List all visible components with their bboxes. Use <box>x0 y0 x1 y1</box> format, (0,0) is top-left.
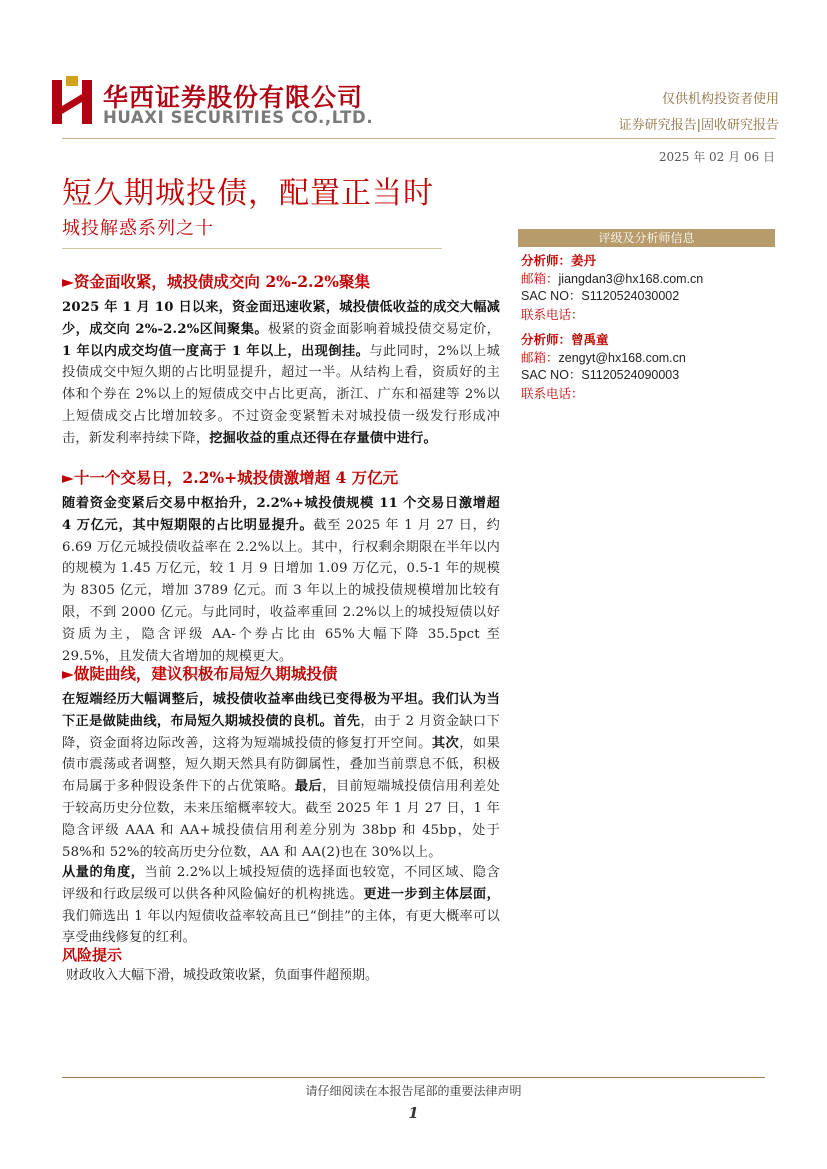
section-paragraph <box>62 493 500 667</box>
analyst-sac: SAC NO：S1120524030002 <box>521 289 680 303</box>
analyst-email[interactable]: zengyt@hx168.com.cn <box>558 350 686 365</box>
bold-text: 随着资金变紧后交易中枢抬升，2.2%+城投债规模 11 个交易日激增超 4 万亿元，其中短期限的占比明显提升。 <box>62 496 500 533</box>
body-text: 当前 2.2%以上城投短债的选择面也较宽，不同区域、隐含评级和行政层级可以供各种风险偏好的机构挑选。 <box>62 865 501 902</box>
bold-text: 1 年以内成交均值一度高于 1 年以上，出现倒挂。 <box>62 343 370 359</box>
section-heading: ►资金面收紧，城投债成交向 2%-2.2%聚集 <box>62 272 370 291</box>
bold-text: 挖掘收益的重点还得在存量债中进行。 <box>209 430 437 446</box>
subtitle-divider <box>62 248 442 249</box>
body-text: ，如果债市震荡或者调整，短久期天然具有防御属性，叠加当前票息不低，积极布局属于多种假设条件下的占优策略。 <box>62 735 500 795</box>
company-name-cn: 华西证券股份有限公司 <box>103 83 364 112</box>
bold-text: 在短端经历大幅调整后，城投债收益率曲线已变得极为平坦。我们认为当下正是做陡曲线，布局短久期城投债的良机。首先 <box>62 692 500 729</box>
analyst-name: 分析师：曾禹童 <box>521 332 609 347</box>
analyst-email[interactable]: jiangdan3@hx168.com.cn <box>558 271 704 286</box>
analyst-sac: SAC NO：S1120524090003 <box>521 368 680 382</box>
phone-label: 联系电话： <box>521 385 584 401</box>
body-text: 极紧的资金面影响着城投债交易定价， <box>268 321 500 337</box>
company-name-en: HUAXI SECURITIES CO.,LTD. <box>103 108 374 127</box>
report-subtitle: 城投解惑系列之十 <box>62 218 214 239</box>
header-divider <box>62 138 775 139</box>
section-heading: ►十一个交易日，2.2%+城投债激增超 4 万亿元 <box>62 468 399 487</box>
bold-text: 其次 <box>431 735 460 751</box>
body-text: ，目前短端城投债信用利差处于较高历史分位数，未来压缩概率较大。截至 2025 年 1 月 27 日，1 年隐含评级 AAA 和 AA+城投债信用利差分别为 38bp 和 45bp，处于 58%和 52%的较高历史分位数，AA 和 AA(2)也在 30%以上。 <box>62 779 500 860</box>
body-text: ，由于 2 月资金缺口下降，资金面将边际改善，这将为短端城投债的修复打开空间。 <box>62 713 500 751</box>
bold-text: 2025 年 1 月 10 日以来，资金面迅速收紧，城投债低收益的成交大幅减少，成交向 2%-2.2%区间聚集。 <box>62 300 500 337</box>
body-text: 我们筛选出 1 年以内短债收益率较高且已“倒挂”的主体，有更大概率可以享受曲线修复的红利。 <box>62 908 500 946</box>
report-title: 短久期城投债，配置正当时 <box>62 176 434 211</box>
risk-text: 财政收入大幅下滑，城投政策收紧，负面事件超预期。 <box>66 968 379 983</box>
email-label: 邮箱： <box>521 270 559 286</box>
legal-notice: 请仔细阅读在本报告尾部的重要法律声明 <box>305 1084 522 1098</box>
bold-text: 最后 <box>294 779 323 795</box>
section-paragraph <box>62 862 500 949</box>
footer-divider <box>62 1077 765 1078</box>
analyst-name: 分析师：姜丹 <box>521 253 597 268</box>
page-number: 1 <box>408 1104 419 1122</box>
report-type: 证券研究报告|固收研究报告 <box>618 118 779 133</box>
report-date: 2025 年 02 月 06 日 <box>658 150 775 164</box>
analyst-card-1 <box>521 252 703 323</box>
phone-label: 联系电话： <box>521 306 584 322</box>
bold-text: 从量的角度， <box>62 865 145 880</box>
huaxi-logo-icon <box>52 76 94 126</box>
email-label: 邮箱： <box>521 349 559 365</box>
analyst-card-2 <box>521 331 686 402</box>
risk-heading: 风险提示 <box>62 946 123 964</box>
audience-note: 仅供机构投资者使用 <box>661 92 779 107</box>
body-text: 截至 2025 年 1 月 27 日，约 6.69 万亿元城投债收益率在 2.2%以上。其中，行权剩余期限在半年以内的规模为 1.45 万亿元，较 1 月 9 日增加 1.09 万亿元，0.5-1 年的规模为 8305 亿元，增加 3789 亿元。而 3 年以上的城投债规模增加比较有限，不到 2000 亿元。与此同时，收益率重回 2.2%以上的城投短债以好资质为主，隐含评级 AA-个券占比由 65%大幅下降 35.5pct 至 29.5%，且发债大省增加的规模更大。 <box>62 517 500 664</box>
bold-text: 更进一步到主体层面， <box>363 886 501 902</box>
analyst-info-heading: 评级及分析师信息 <box>518 229 775 247</box>
body-text: 与此同时，2%以上城投债成交中短久期的占比明显提升，超过一半。从结构上看，资质好的主体和个券在 2%以上的短债成交中占比更高，浙江、广东和福建等 2%以上短债成交占比增加较多。不过资金变紧暂未对城投债一级发行形成冲击，新发利率持续下降， <box>62 343 501 446</box>
section-paragraph <box>62 297 500 450</box>
section-paragraph <box>62 689 500 863</box>
section-heading: ►做陡曲线，建议积极布局短久期城投债 <box>62 664 338 683</box>
